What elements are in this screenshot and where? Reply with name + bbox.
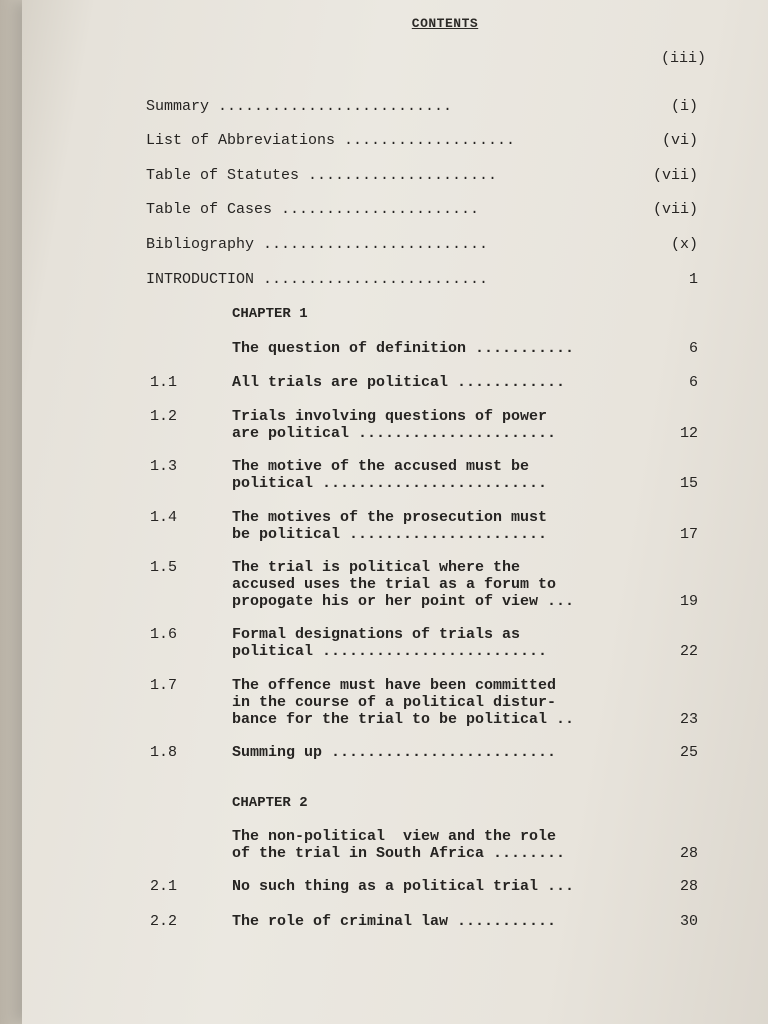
toc-page-number: 23 xyxy=(679,711,698,728)
toc-entry-title: The role of criminal law ........... xyxy=(232,913,557,930)
section-number: 1.2 xyxy=(150,408,178,425)
toc-entry-title: Summing up ......................... xyxy=(232,744,557,761)
toc-entry-title: The non-political view and the role of the trial in South Africa ........ xyxy=(232,828,566,862)
contents-heading: CONTENTS xyxy=(411,16,479,31)
toc-page-number: 19 xyxy=(679,593,698,610)
document-page xyxy=(22,0,768,1024)
chapter-label: CHAPTER 1 xyxy=(232,306,308,322)
section-number: 1.5 xyxy=(150,559,178,576)
page-number-top: (iii) xyxy=(660,50,706,67)
toc-entry-title: Table of Cases ...................... xyxy=(146,201,480,218)
toc-page-number: 1 xyxy=(688,271,698,288)
toc-page-number: 22 xyxy=(679,643,698,660)
toc-entry-title: Trials involving questions of power are political ...................... xyxy=(232,408,557,442)
toc-entry-title: The trial is political where the accused uses the trial as a forum to propogate his or her point of view ... xyxy=(232,559,575,610)
section-number: 1.7 xyxy=(150,677,178,694)
toc-page-number: (i) xyxy=(670,98,698,115)
toc-page-number: 12 xyxy=(679,425,698,442)
toc-page-number: (vii) xyxy=(652,201,698,218)
toc-page-number: 30 xyxy=(679,913,698,930)
toc-page-number: (vi) xyxy=(661,132,698,149)
toc-entry-title: Formal designations of trials as political ......................... xyxy=(232,626,548,660)
toc-page-number: 6 xyxy=(688,374,698,391)
toc-entry-title: Bibliography ......................... xyxy=(146,236,489,253)
toc-page-number: 6 xyxy=(688,340,698,357)
toc-page-number: 25 xyxy=(679,744,698,761)
section-number: 1.3 xyxy=(150,458,178,475)
toc-entry-title: List of Abbreviations ................... xyxy=(146,132,516,149)
toc-entry-title: INTRODUCTION ......................... xyxy=(146,271,489,288)
toc-page-number: (vii) xyxy=(652,167,698,184)
book-spine xyxy=(0,0,24,1024)
section-number: 2.2 xyxy=(150,913,178,930)
toc-entry-title: No such thing as a political trial ... xyxy=(232,878,575,895)
toc-page-number: 17 xyxy=(679,526,698,543)
toc-entry-title: Summary .......................... xyxy=(146,98,453,115)
toc-entry-title: All trials are political ............ xyxy=(232,374,566,391)
toc-entry-title: The motives of the prosecution must be political ...................... xyxy=(232,509,548,543)
toc-entry-title: The offence must have been committed in the course of a political distur- bance for the trial to be political .. xyxy=(232,677,575,728)
toc-page-number: 28 xyxy=(679,845,698,862)
toc-page-number: (x) xyxy=(670,236,698,253)
toc-page-number: 28 xyxy=(679,878,698,895)
section-number: 2.1 xyxy=(150,878,178,895)
toc-entry-title: Table of Statutes ..................... xyxy=(146,167,498,184)
toc-entry-title: The question of definition ........... xyxy=(232,340,575,357)
toc-entry-title: The motive of the accused must be political ......................... xyxy=(232,458,548,492)
section-number: 1.1 xyxy=(150,374,178,391)
section-number: 1.4 xyxy=(150,509,178,526)
section-number: 1.6 xyxy=(150,626,178,643)
chapter-label: CHAPTER 2 xyxy=(232,795,308,811)
section-number: 1.8 xyxy=(150,744,178,761)
toc-page-number: 15 xyxy=(679,475,698,492)
